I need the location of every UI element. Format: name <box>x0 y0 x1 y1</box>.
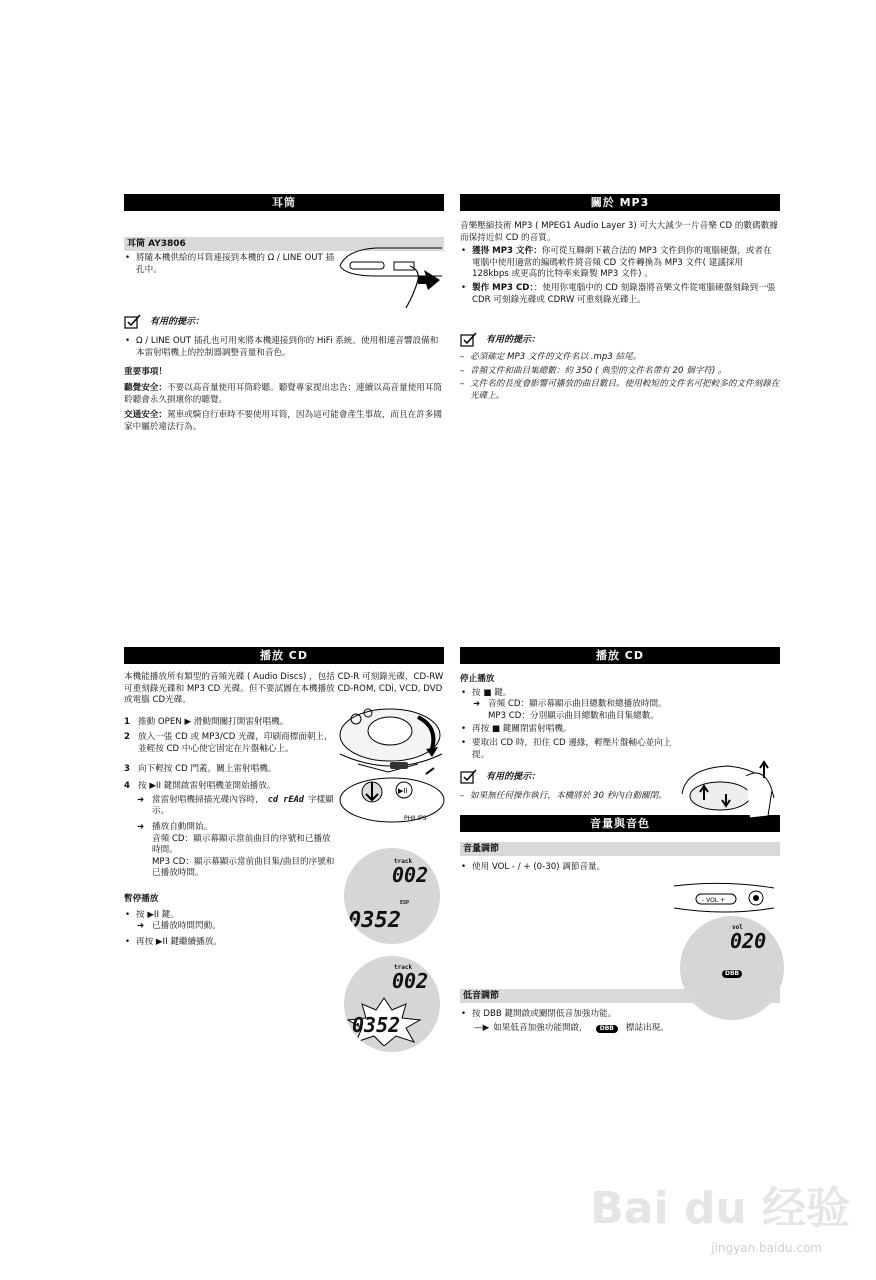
autoplay-arrow-item: ➜ 播放自動開始。 <box>124 822 339 834</box>
audio-cd-line: 音頻 CD：顯示幕顯示當前曲目的序號和已播放時間。 <box>152 833 331 856</box>
mp3-tip-item: – 文件名的長度會影響可播放的曲目數目。使用較短的文件名可把較多的文件刻錄在光碟上。 <box>460 379 780 402</box>
traffic-safety-label: 交通安全： <box>124 410 167 421</box>
pause-arrow: ➜ 已播放時間閃動。 <box>124 921 444 933</box>
stop-mp3-line: MP3 CD：分別顯示曲目總數和曲目集總數。 <box>488 710 659 721</box>
pause-bullet: • 按 ▶II 鍵。 <box>124 910 444 922</box>
mp3-tip-item: – 必須確定 MP3 文件的文件名以 .mp3 結尾。 <box>460 352 780 364</box>
lcd-vol-value: 020 <box>730 929 767 953</box>
vol-button-label: - VOL + <box>702 897 726 904</box>
mp3-tip-title: 有用的提示： <box>486 335 541 346</box>
stop-off-bullet: • 再按 ■ 鍵關閉雷射唱機。 <box>460 724 780 736</box>
tip-check-icon <box>460 769 478 785</box>
step-number: 2 <box>124 732 130 743</box>
mp3-make-label: 製作 MP3 CD： <box>472 282 534 293</box>
pause-title: 暫停播放 <box>124 893 159 904</box>
lcd-volume-display <box>680 916 784 1020</box>
bass-arrow-text: 如果低音加強功能開啟， <box>493 1022 588 1033</box>
close-lid-illustration <box>338 770 446 826</box>
stop-tip-title: 有用的提示： <box>486 772 541 783</box>
play-header: 播放 CD <box>124 647 444 664</box>
mp3-get-label: 獲得 MP3 文件： <box>472 246 542 257</box>
bass-subheader: 低音調節 <box>460 989 780 1003</box>
lcd-pause-display <box>344 956 440 1052</box>
cd-read-badge: cd rEAd <box>267 794 304 805</box>
play-step <box>124 732 339 755</box>
traffic-safety-text: 駕車或騎自行車時不要使用耳筒，因為這可能會產生事故，而且在許多國家中屬於違法行為。 <box>124 410 442 432</box>
stop-header: 播放 CD <box>460 647 780 664</box>
play-pause-glyph: ▶II <box>398 787 408 795</box>
lcd-track-number: 002 <box>392 969 429 993</box>
step-number: 4 <box>124 781 130 792</box>
lcd-track-label: track <box>394 964 413 971</box>
step-text: 推動 OPEN ▶ 滑動開關打開雷射唱機。 <box>138 716 289 727</box>
baidu-watermark-logo: Bai du 经验 <box>590 1182 850 1234</box>
mp3-tip-heading <box>460 332 780 348</box>
play-intro: 本機能播放所有類型的音頻光碟 ( Audio Discs) ，包括 CD-R 可刻錄光碟，CD-RW 可重刻錄光碟和 MP3 CD 光碟。但不要試圖在本機播放 CD-ROM, CDi, VCD, DVD 或電腦 CD光碟。 <box>124 672 444 706</box>
lcd-time: 0352 <box>348 908 401 933</box>
lcd-track-number: 002 <box>392 863 429 887</box>
tip-check-icon <box>124 314 142 330</box>
sound-header: 音量與音色 <box>460 815 780 832</box>
lcd-track-time-display <box>344 848 440 944</box>
step-text: 向下輕按 CD 門蓋，關上雷射唱機。 <box>138 763 277 774</box>
volume-bullet: • 使用 VOL - / + (0-30) 調節音量。 <box>460 862 780 874</box>
lcd-vol-label: vol <box>732 924 743 931</box>
hearing-safety-paragraph <box>124 383 444 406</box>
arrow-icon: —▶ <box>474 1022 490 1033</box>
resume-bullet: • 再按 ▶II 鍵繼續播放。 <box>124 937 444 949</box>
headphones-header: 耳筒 <box>124 194 444 211</box>
lcd-time-flashing: 0352 <box>352 1013 401 1037</box>
lcd-track-label: track <box>394 858 413 865</box>
step-text: 放入一張 CD 或 MP3/CD 光碟，印刷商標面朝上，並輕按 CD 中心使它固定在片盤軸心上。 <box>138 732 333 754</box>
lcd-dbb-badge: DBB <box>722 970 742 978</box>
headphone-plug-illustration <box>336 236 444 316</box>
volume-control-illustration <box>674 878 780 918</box>
scan-text: 當雷射唱機掃描光碟內容時， <box>152 794 264 805</box>
headphones-tip-title: 有用的提示： <box>150 317 205 328</box>
headphones-tip-heading <box>124 314 444 330</box>
baidu-watermark-url: jingyan.baidu.com <box>711 1240 822 1255</box>
mp3-tip-item: – 音頻文件和曲目集總數：約 350 ( 典型的文件名帶有 20 個字符) 。 <box>460 366 780 378</box>
step-number: 1 <box>124 716 130 727</box>
step-number: 3 <box>124 763 130 774</box>
volume-subheader: 音量調節 <box>460 842 780 856</box>
stop-title: 停止播放 <box>460 674 495 684</box>
mp3-cd-line: MP3 CD：顯示幕顯示當前曲目集/曲目的序號和已播放時間。 <box>152 856 335 879</box>
scan-tail-text: 字樣顯示。 <box>152 794 334 817</box>
headphones-tip-bullet: • Ω / LINE OUT 插孔也可用來將本機連接到你的 HiFi 系統。使用相連音響設備和本雷射唱機上的控制器調整音量和音色。 <box>124 336 444 359</box>
hearing-safety-text: 不要以高音量使用耳筒聆聽。聽覺專家提出忠告：連續以高音量使用耳筒聆聽會永久損壞你的聽覺。 <box>124 382 442 405</box>
stop-bullet: • 按 ■ 鍵。 <box>460 688 780 700</box>
brand-label: PHILIPS <box>404 815 427 822</box>
hearing-safety-label: 聽覺安全： <box>124 382 167 393</box>
dbb-badge: DBB <box>596 1025 618 1033</box>
remove-cd-bullet: • 要取出 CD 時，扣住 CD 邊緣，輕壓片盤軸心並向上提。 <box>460 738 675 761</box>
bass-arrow-line <box>460 1023 780 1035</box>
mp3-get-text: 你可從互聯網下載合法的 MP3 文件到你的電腦硬盤，或者在電腦中使用適當的編碼軟件將音頻 CD 文件轉換為 MP3 文件( 建議採用 128kbps 或更高的比特率來錄製 MP3 文件) 。 <box>472 246 772 280</box>
mp3-section <box>460 194 780 403</box>
stop-audio-arrow: ➜ 音頻 CD：顯示幕顯示曲目總數和總播放時間。 <box>460 699 780 711</box>
bass-bullet: • 按 DBB 鍵開啟或關閉低音加強功能。 <box>460 1009 780 1021</box>
mp3-make-text: ：使用你電腦中的 CD 刻錄器將音樂文件從電腦硬盤刻錄到一張 CDR 可刻錄光碟或 CDRW 可重刻錄光碟上。 <box>472 282 776 305</box>
mp3-intro: 音樂壓縮技術 MP3 ( MPEG1 Audio Layer 3) 可大大減少一片音樂 CD 的數碼數據而保持近似 CD 的音質。 <box>460 221 778 243</box>
scan-arrow-item <box>124 795 339 818</box>
step-text: 按 ▶II 鍵開啟雷射唱機並開始播放。 <box>138 781 276 792</box>
headphones-subheader: 耳筒 AY3806 <box>124 237 444 251</box>
tip-check-icon <box>460 332 478 348</box>
traffic-safety-paragraph <box>124 410 444 433</box>
headphones-connect-bullet: • 將隨本機供給的耳筒連接到本機的 Ω / LINE OUT 插孔中。 <box>124 253 339 276</box>
remove-cd-illustration <box>676 760 780 822</box>
important-title: 重要事項！ <box>124 367 167 378</box>
mp3-get-bullet <box>460 246 780 281</box>
bass-arrow-tail: 標誌出現。 <box>625 1022 669 1033</box>
mp3-header: 關於 MP3 <box>460 194 780 211</box>
mp3-make-bullet <box>460 283 780 306</box>
auto-off-tip: – 如果無任何操作執行，本機將於 30 秒內自動關閉。 <box>460 791 780 803</box>
lcd-esp-label: ESP <box>400 900 410 906</box>
